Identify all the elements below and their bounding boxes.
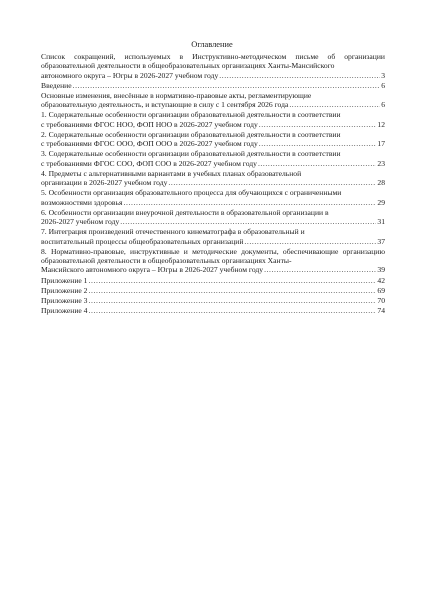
toc-entry-text: 1. Содержательные особенности организации образовательной деятельности в соответствии bbox=[41, 110, 341, 120]
toc-entry-title: Введение bbox=[41, 80, 72, 90]
toc-entry-title: возможностями здоровья bbox=[41, 197, 123, 207]
toc-entry-line bbox=[41, 178, 385, 187]
toc-entry[interactable] bbox=[41, 276, 385, 285]
toc-page-number: 39 bbox=[377, 265, 385, 275]
toc-entry-title: с требованиями ФГОС НОО, ФОП НОО в 2026-2027 учебном году bbox=[41, 119, 258, 129]
toc-entry[interactable] bbox=[41, 188, 385, 207]
toc-page-number: 6 bbox=[381, 100, 385, 110]
toc-entry-title: автономного округа – Югры в 2026-2027 учебном году bbox=[41, 70, 219, 80]
toc-entry-line bbox=[41, 296, 385, 305]
toc-page-number: 37 bbox=[377, 236, 385, 246]
toc-entry[interactable] bbox=[41, 149, 385, 168]
toc-entry-line bbox=[41, 265, 385, 274]
toc-page-number: 23 bbox=[377, 158, 385, 168]
toc-entry-line bbox=[41, 286, 385, 295]
toc-leader-dots bbox=[88, 296, 376, 305]
toc-entry-text: 8. Нормативно-правовые, инструктивные и методические документы, обеспечивающие организацию образовательной деятельности в общеобразовательных организациях Ханты- bbox=[41, 246, 385, 266]
toc-entry-text: 4. Предметы с альтернативными вариантами в учебных планах образовательной bbox=[41, 168, 302, 178]
toc-entry-line bbox=[41, 71, 385, 80]
toc-entry-line bbox=[41, 81, 385, 90]
toc-title: Оглавление bbox=[191, 40, 233, 49]
toc-page-number: 69 bbox=[377, 285, 385, 295]
toc-leader-dots bbox=[88, 306, 376, 315]
toc-entry-line bbox=[41, 139, 385, 148]
toc-entry-title: организации в 2026-2027 учебном году bbox=[41, 178, 168, 188]
toc-entry-title: Приложение 3 bbox=[41, 296, 88, 305]
toc-entry[interactable] bbox=[41, 52, 385, 80]
toc-entry-line bbox=[41, 276, 385, 285]
toc-entry[interactable] bbox=[41, 110, 385, 129]
toc-entry-text: 6. Особенности организации внеурочной деятельности в образовательной организации в bbox=[41, 207, 329, 217]
toc-page-number: 6 bbox=[381, 80, 385, 90]
toc-entry[interactable] bbox=[41, 247, 385, 275]
toc-page-number: 42 bbox=[377, 275, 385, 285]
toc-entry[interactable] bbox=[41, 91, 385, 110]
toc-page-number: 17 bbox=[377, 139, 385, 149]
toc-entry-text: Список сокращений, используемых в Инструктивно-методическом письме об организации образовательной деятельности в общеобразовательных организациях Ханты-Мансийского bbox=[41, 52, 385, 71]
toc-entry[interactable] bbox=[41, 208, 385, 227]
table-of-contents bbox=[41, 52, 385, 316]
toc-leader-dots bbox=[259, 139, 377, 148]
toc-entry-title: образовательную деятельность, и вступающие в силу с 1 сентября 2026 года bbox=[41, 100, 289, 110]
toc-entry[interactable] bbox=[41, 81, 385, 90]
toc-entry-line bbox=[41, 306, 385, 315]
toc-entry-title: с требованиями ФГОС ООО, ФОП ООО в 2026-2027 учебном году bbox=[41, 139, 258, 149]
toc-entry-title: 2026-2027 учебном году bbox=[41, 217, 120, 227]
toc-leader-dots bbox=[244, 237, 376, 246]
toc-entry-title: Приложение 1 bbox=[41, 275, 88, 285]
toc-page-number: 3 bbox=[381, 70, 385, 80]
toc-entry[interactable] bbox=[41, 286, 385, 295]
toc-entry-text: Основные изменения, внесённые в нормативно-правовые акты, регламентирующие bbox=[41, 90, 312, 100]
toc-leader-dots bbox=[259, 120, 377, 129]
toc-leader-dots bbox=[123, 198, 376, 207]
toc-leader-dots bbox=[258, 159, 376, 168]
toc-entry[interactable] bbox=[41, 227, 385, 246]
toc-entry-title: с требованиями ФГОС СОО, ФОП СОО в 2026-2027 учебном году bbox=[41, 158, 257, 168]
toc-entry-line bbox=[41, 237, 385, 246]
toc-entry-text: 2. Содержательные особенности организации образовательной деятельности в соответствии bbox=[41, 129, 341, 139]
toc-entry-title: воспитательный процессы общеобразовательных организаций bbox=[41, 236, 244, 246]
toc-page-number: 31 bbox=[377, 217, 385, 227]
toc-leader-dots bbox=[120, 217, 376, 226]
toc-page-number: 29 bbox=[377, 197, 385, 207]
toc-leader-dots bbox=[264, 265, 376, 274]
toc-page-number: 12 bbox=[377, 119, 385, 129]
toc-entry[interactable] bbox=[41, 130, 385, 149]
toc-page-number: 70 bbox=[377, 296, 385, 305]
toc-entry-line bbox=[41, 217, 385, 226]
toc-leader-dots bbox=[73, 81, 381, 90]
toc-entry-text: 5. Особенности организация образовательного процесса для обучающихся с ограниченными bbox=[41, 188, 342, 198]
toc-entry-title: Мансийского автономного округа – Югры в 2026-2027 учебном году bbox=[41, 265, 264, 275]
toc-entry-text: 7. Интеграция произведений отечественного кинематографа в образовательный и bbox=[41, 227, 305, 237]
toc-leader-dots bbox=[289, 100, 380, 109]
toc-entry-title: Приложение 2 bbox=[41, 285, 88, 295]
toc-entry[interactable] bbox=[41, 296, 385, 305]
toc-leader-dots bbox=[88, 286, 376, 295]
toc-entry-line bbox=[41, 198, 385, 207]
toc-entry[interactable] bbox=[41, 169, 385, 188]
toc-leader-dots bbox=[168, 178, 376, 187]
toc-entry-line bbox=[41, 159, 385, 168]
toc-leader-dots bbox=[219, 71, 380, 80]
toc-entry-line bbox=[41, 120, 385, 129]
toc-entry-line bbox=[41, 100, 385, 109]
toc-page-number: 74 bbox=[377, 306, 385, 316]
toc-entry-text: 3. Содержательные особенности организации образовательной деятельности в соответствии bbox=[41, 149, 341, 159]
toc-leader-dots bbox=[88, 276, 376, 285]
toc-entry[interactable] bbox=[41, 306, 385, 315]
toc-entry-title: Приложение 4 bbox=[41, 306, 88, 316]
toc-page-number: 28 bbox=[377, 178, 385, 188]
